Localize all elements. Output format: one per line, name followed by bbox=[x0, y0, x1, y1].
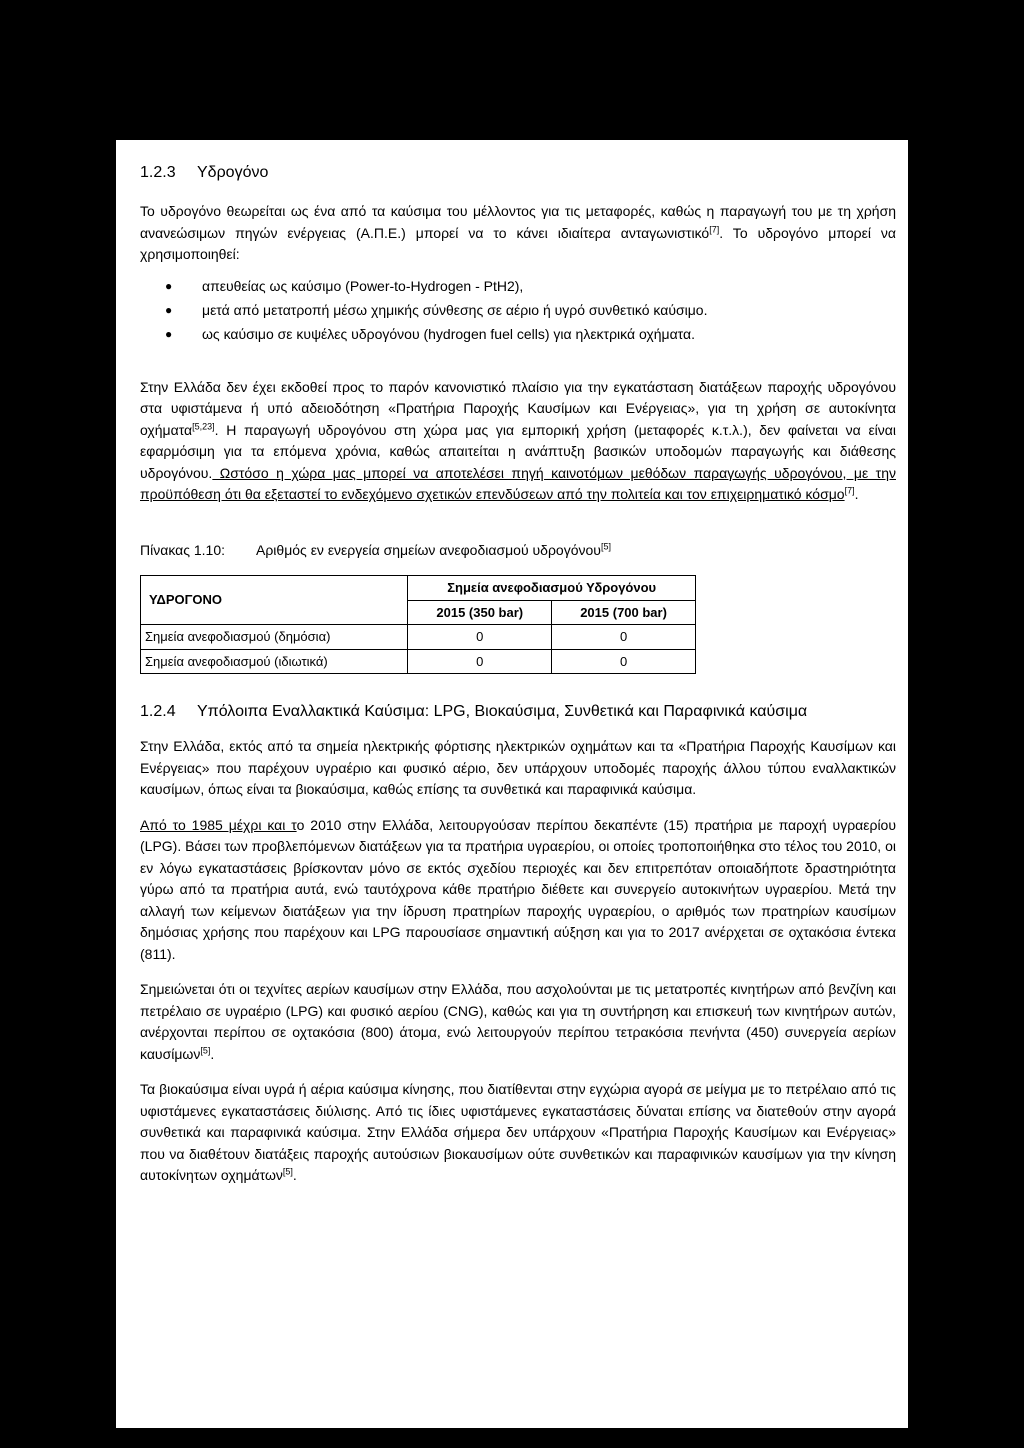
underlined-text: Από το 1985 μέχρι και τ bbox=[140, 816, 297, 833]
technicians-paragraph bbox=[140, 979, 896, 1065]
list-item-text: μετά από μετατροπή μέσω χημικής σύνθεσης σε αέριο ή υγρό συνθετικό καύσιμο. bbox=[202, 301, 708, 318]
paragraph-text: Σημειώνεται ότι οι τεχνίτες αερίων καυσίμων στην Ελλάδα, που ασχολούνται με τις μετατροπές κινητήρων από βενζίνη και πετρέλαιο σε υγραέριο (LPG) και φυσικό αερίου (CNG), καθώς και για τη συντήρηση και επισκευή των κινητήρων αυτών, ανέρχονται περίπου σε οχτακόσια (800) άτομα, ενώ λειτουργούν περίπου τετρακόσια πενήντα (450) συνεργεία αερίων καυσίμων bbox=[140, 981, 896, 1062]
citation: [7] bbox=[844, 485, 855, 496]
table-group-header: Σημεία ανεφοδιασμού Υδρογόνου bbox=[408, 576, 696, 601]
table-caption-label: Πίνακας 1.10: bbox=[140, 541, 226, 558]
paragraph-end: . bbox=[210, 1045, 215, 1062]
alt-fuels-paragraph-1: Στην Ελλάδα, εκτός από τα σημεία ηλεκτρικής φόρτισης ηλεκτρικών οχημάτων και τα «Πρατήρια Παροχής Καυσίμων και Ενέργειας» που παρέχουν υγραέριο και φυσικό αέριο, δεν υπάρχουν υποδομές παροχής άλλου τύπου εναλλακτικών καυσίμων, όπως είναι τα βιοκαύσιμα, καθώς επίσης τα συνθετικά και παραφινικά καύσιμα. bbox=[140, 738, 896, 797]
underlined-text: Ωστόσο η χώρα μας μπορεί να αποτελέσει πηγή καινοτόμων μεθόδων παραγωγής υδρογόνου, με την προϋπόθεση ότι θα εξεταστεί το ενδεχόμενο σχετικών επενδύσεων από την πολιτεία και τον επιχειρηματικό κόσμο bbox=[140, 464, 896, 502]
bullet-icon: ● bbox=[165, 302, 173, 317]
section-title: Υπόλοιπα Εναλλακτικά Καύσιμα: LPG, Βιοκαύσιμα, Συνθετικά και Παραφινικά καύσιμα bbox=[197, 703, 808, 720]
table-column-header: 2015 (700 bar) bbox=[552, 600, 696, 625]
table-header-row bbox=[141, 576, 696, 601]
table-cell: 0 bbox=[552, 625, 696, 650]
section-heading-alt-fuels bbox=[140, 702, 896, 722]
list-item bbox=[140, 276, 896, 297]
list-item-text: απευθείας ως καύσιμο (Power-to-Hydrogen - PtH2), bbox=[202, 277, 524, 294]
table-cell: 0 bbox=[408, 649, 552, 674]
citation: [7] bbox=[709, 223, 720, 234]
usage-bullet-list bbox=[140, 276, 896, 345]
document-content bbox=[140, 163, 896, 1187]
paragraph-text: Τα βιοκαύσιμα είναι υγρά ή αέρια καύσιμα κίνησης, που διατίθενται στην εγχώρια αγορά σε μείγμα με το πετρέλαιο από τις υφιστάμενες εγκαταστάσεις διύλισης. Από τις ίδιες υφιστάμενες εγκαταστάσεις δύναται επίσης να διατεθούν στην αγορά συνθετικά και παραφινικά καύσιμα. Στην Ελλάδα σήμερα δεν υπάρχουν «Πρατήρια Παροχής Καυσίμων και Ενέργειας» που να διαθέτουν διατάξεις παροχής αυτούσιων βιοκαυσίμων ούτε συνθετικών και παραφινικών καυσίμων για την κίνηση αυτοκίνητων οχημάτων bbox=[140, 1081, 896, 1183]
bullet-icon: ● bbox=[165, 326, 173, 341]
table-row bbox=[141, 649, 696, 674]
table-row-label: Σημεία ανεφοδιασμού (ιδιωτικά) bbox=[141, 649, 408, 674]
hydrogen-stations-table bbox=[140, 575, 696, 674]
table-cell: 0 bbox=[408, 625, 552, 650]
table-caption bbox=[140, 540, 896, 562]
list-item bbox=[140, 324, 896, 345]
intro-text-continued: . Το υδρογόνο μπορεί να χρησιμοποιηθεί: bbox=[140, 224, 896, 262]
section-number: 1.2.4 bbox=[140, 703, 176, 720]
list-item-text: ως καύσιμο σε κυψέλες υδρογόνου (hydrogen fuel cells) για ηλεκτρικά οχήματα. bbox=[202, 325, 695, 342]
table-column-header: 2015 (350 bar) bbox=[408, 600, 552, 625]
table-row-label: Σημεία ανεφοδιασμού (δημόσια) bbox=[141, 625, 408, 650]
table-corner-header: ΥΔΡΟΓΟΝΟ bbox=[141, 576, 408, 625]
list-item bbox=[140, 300, 896, 321]
table-cell: 0 bbox=[552, 649, 696, 674]
paragraph-end: . bbox=[292, 1167, 297, 1183]
section-heading-hydrogen bbox=[140, 163, 896, 183]
paragraph-text: . Η παραγωγή υδρογόνου στη χώρα μας για εμπορική χρήση (μεταφορές κ.τ.λ.), δεν φαίνεται να είναι εφαρμόσιμη για τα επόμενα χρόνια, καθώς απαιτείται η ανάπτυξη βασικών υποδομών παραγωγής και διάθεσης υδρογόνου. bbox=[140, 421, 896, 481]
paragraph-text: ο 2010 στην Ελλάδα, λειτουργούσαν περίπου δεκαπέντε (15) πρατήρια με παροχή υγραερίου (LPG). Βάσει των προβλεπόμενων διατάξεων για τα πρατήρια υγραερίου, οι οποίες τροποποιήθηκα στο τέλος του 2010, οι εν λόγω εγκαταστάσεις βρίσκονταν μόνο σε εκτός σχεδίου περιοχές και δεν επιτρεπόταν οποιαδήποτε δραστηριότητα γύρω από τα πρατήρια αυτά, ενώ ταυτόχρονα κάθε πρατήριο διέθετε και συνεργείο αυτοκινήτων υγραερίου. Μετά την αλλαγή των κείμενων διατάξεων για την ίδρυση πρατηρίων παροχής υγραερίου, ο αριθμός των πρατηρίων καυσίμων δημόσιας χρήσης που παρέχουν και LPG παρουσίασε σημαντική αύξηση και για το 2017 ανέρχεται σε οχτακόσια έντεκα (811). bbox=[140, 816, 897, 962]
paragraph-end: . bbox=[854, 486, 859, 502]
hydrogen-greece-paragraph bbox=[140, 377, 896, 506]
paragraph-text: Στην Ελλάδα δεν έχει εκδοθεί προς το παρόν κανονιστικό πλαίσιο για την εγκατάσταση διατάξεων παροχής υδρογόνου στα υφιστάμενα ή υπό αδειοδότηση «Πρατήρια Παροχής Καυσίμων και Ενέργειας», για τη χρήση σε αυτοκίνητα οχήματα bbox=[140, 378, 896, 438]
citation: [5,23] bbox=[192, 420, 215, 431]
citation: [5] bbox=[200, 1044, 211, 1055]
citation: [5] bbox=[600, 540, 611, 551]
intro-text: Το υδρογόνο θεωρείται ως ένα από τα καύσιμα του μέλλοντος για τις μεταφορές, καθώς η παραγωγή του με τη χρήση ανανεώσιμων πηγών ενέργειας (Α.Π.Ε.) μπορεί να το κάνει ιδιαίτερα ανταγωνιστικό bbox=[140, 203, 896, 241]
section-number: 1.2.3 bbox=[140, 164, 176, 181]
hydrogen-intro-paragraph bbox=[140, 201, 896, 266]
citation: [5] bbox=[282, 1166, 293, 1177]
section-title: Υδρογόνο bbox=[197, 164, 269, 181]
bullet-icon: ● bbox=[165, 278, 173, 293]
lpg-paragraph bbox=[140, 815, 896, 966]
table-row bbox=[141, 625, 696, 650]
biofuels-paragraph bbox=[140, 1079, 896, 1187]
table-caption-text: Αριθμός εν ενεργεία σημείων ανεφοδιασμού υδρογόνου bbox=[256, 541, 601, 558]
